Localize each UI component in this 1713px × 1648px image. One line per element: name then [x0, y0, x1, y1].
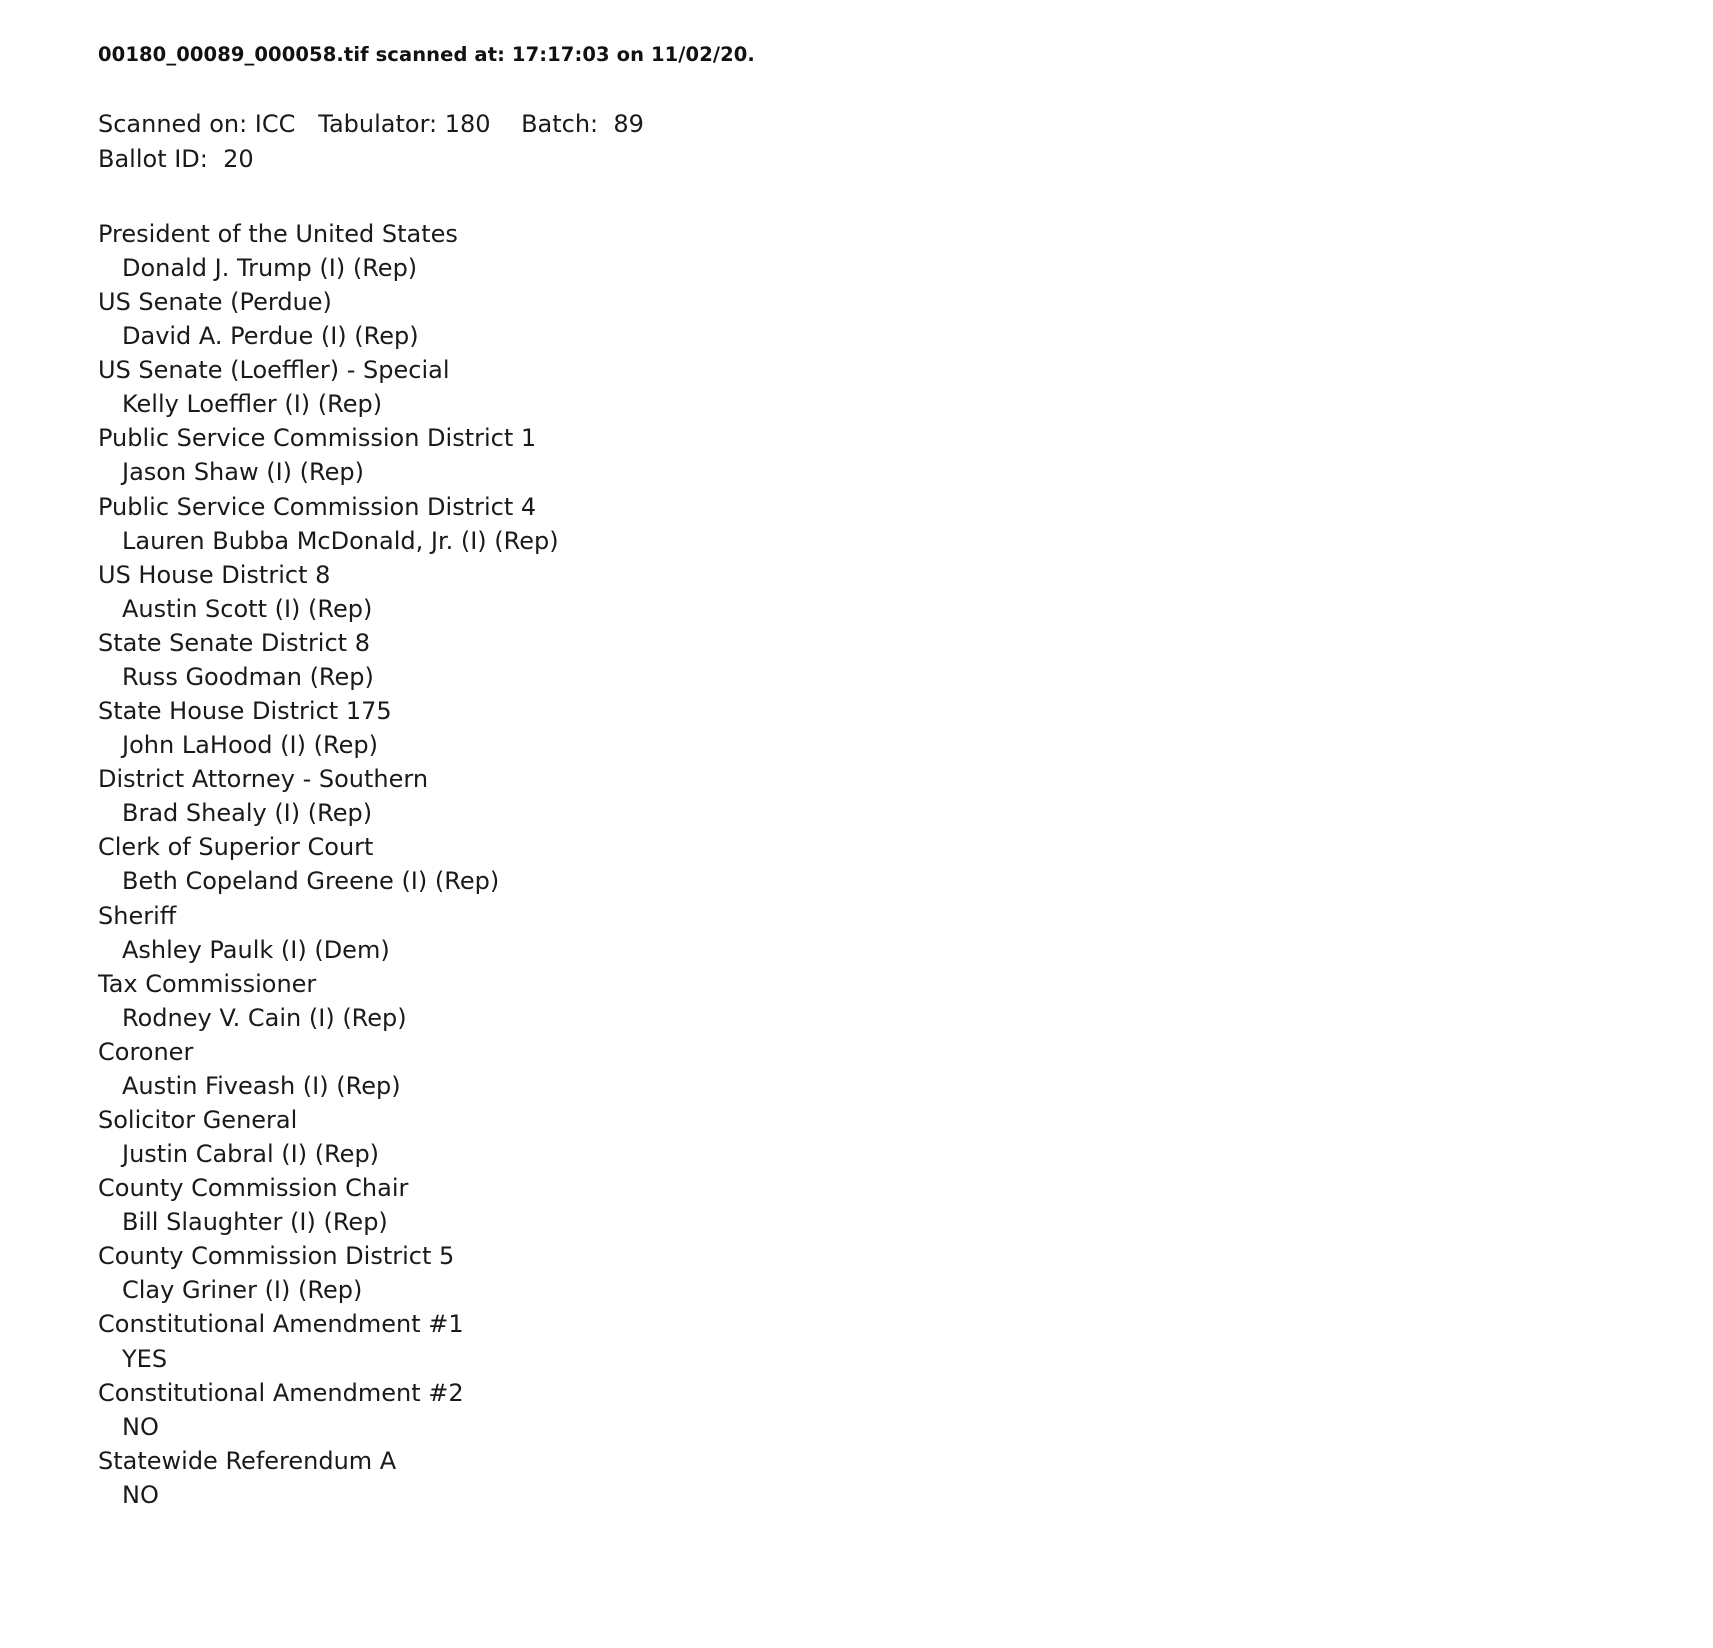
contest-title: Clerk of Superior Court [98, 833, 374, 862]
contest-choice: Justin Cabral (I) (Rep) [122, 1140, 380, 1169]
contest-choice: Kelly Loeffler (I) (Rep) [122, 390, 383, 419]
contest-choice: Brad Shealy (I) (Rep) [122, 799, 373, 828]
contest-choice: Austin Scott (I) (Rep) [122, 594, 373, 623]
contest-title: County Commission District 5 [98, 1242, 455, 1271]
contest-title: US House District 8 [98, 560, 331, 589]
contest-item [98, 1103, 1713, 1171]
contest-title: County Commission Chair [98, 1174, 409, 1203]
contest-title: US Senate (Loeffler) - Special [98, 356, 450, 385]
scan-metadata [98, 107, 1713, 177]
contest-item [98, 762, 1713, 830]
contest-title: State Senate District 8 [98, 628, 370, 657]
contest-title: State House District 175 [98, 697, 392, 726]
contest-title: Statewide Referendum A [98, 1446, 397, 1475]
contest-title: Coroner [98, 1037, 194, 1066]
contest-item [98, 217, 1713, 285]
contest-item [98, 830, 1713, 898]
contest-title: Public Service Commission District 4 [98, 492, 537, 521]
contest-choice: Russ Goodman (Rep) [122, 662, 374, 691]
contest-title: President of the United States [98, 219, 458, 248]
contest-item [98, 490, 1713, 558]
contest-title: Public Service Commission District 1 [98, 424, 537, 453]
ballot-id-line: Ballot ID: 20 [98, 145, 254, 174]
contest-item [98, 353, 1713, 421]
contest-choice: Beth Copeland Greene (I) (Rep) [122, 867, 500, 896]
contest-choice: Jason Shaw (I) (Rep) [122, 458, 364, 487]
contest-title: US Senate (Perdue) [98, 288, 332, 317]
contest-item [98, 1035, 1713, 1103]
contest-item [98, 421, 1713, 489]
contest-item [98, 1171, 1713, 1239]
contest-title: Solicitor General [98, 1105, 298, 1134]
contest-choice: Lauren Bubba McDonald, Jr. (I) (Rep) [122, 526, 559, 555]
contest-title: Tax Commissioner [98, 969, 317, 998]
contest-choice: John LaHood (I) (Rep) [122, 731, 378, 760]
contest-item [98, 1239, 1713, 1307]
contest-title: District Attorney - Southern [98, 765, 429, 794]
contest-item [98, 694, 1713, 762]
scan-file-header: 00180_00089_000058.tif scanned at: 17:17:03 on 11/02/20. [98, 43, 755, 66]
contest-choice: Clay Griner (I) (Rep) [122, 1276, 363, 1305]
contest-choice: Austin Fiveash (I) (Rep) [122, 1071, 401, 1100]
contest-item [98, 285, 1713, 353]
contest-item [98, 558, 1713, 626]
contest-item [98, 1307, 1713, 1375]
contest-choice: David A. Perdue (I) (Rep) [122, 322, 419, 351]
contest-choice: YES [122, 1344, 168, 1373]
contest-choice: Bill Slaughter (I) (Rep) [122, 1208, 388, 1237]
contest-item [98, 967, 1713, 1035]
scan-source-line: Scanned on: ICC Tabulator: 180 Batch: 89 [98, 110, 644, 139]
contest-choice: Ashley Paulk (I) (Dem) [122, 935, 390, 964]
contest-list [98, 217, 1713, 1512]
contest-choice: NO [122, 1412, 159, 1441]
contest-item [98, 1376, 1713, 1444]
contest-choice: Rodney V. Cain (I) (Rep) [122, 1003, 407, 1032]
contest-item [98, 626, 1713, 694]
contest-choice: Donald J. Trump (I) (Rep) [122, 254, 418, 283]
contest-item [98, 899, 1713, 967]
contest-title: Sheriff [98, 901, 177, 930]
contest-title: Constitutional Amendment #2 [98, 1378, 464, 1407]
contest-title: Constitutional Amendment #1 [98, 1310, 464, 1339]
contest-item [98, 1444, 1713, 1512]
contest-choice: NO [122, 1480, 159, 1509]
